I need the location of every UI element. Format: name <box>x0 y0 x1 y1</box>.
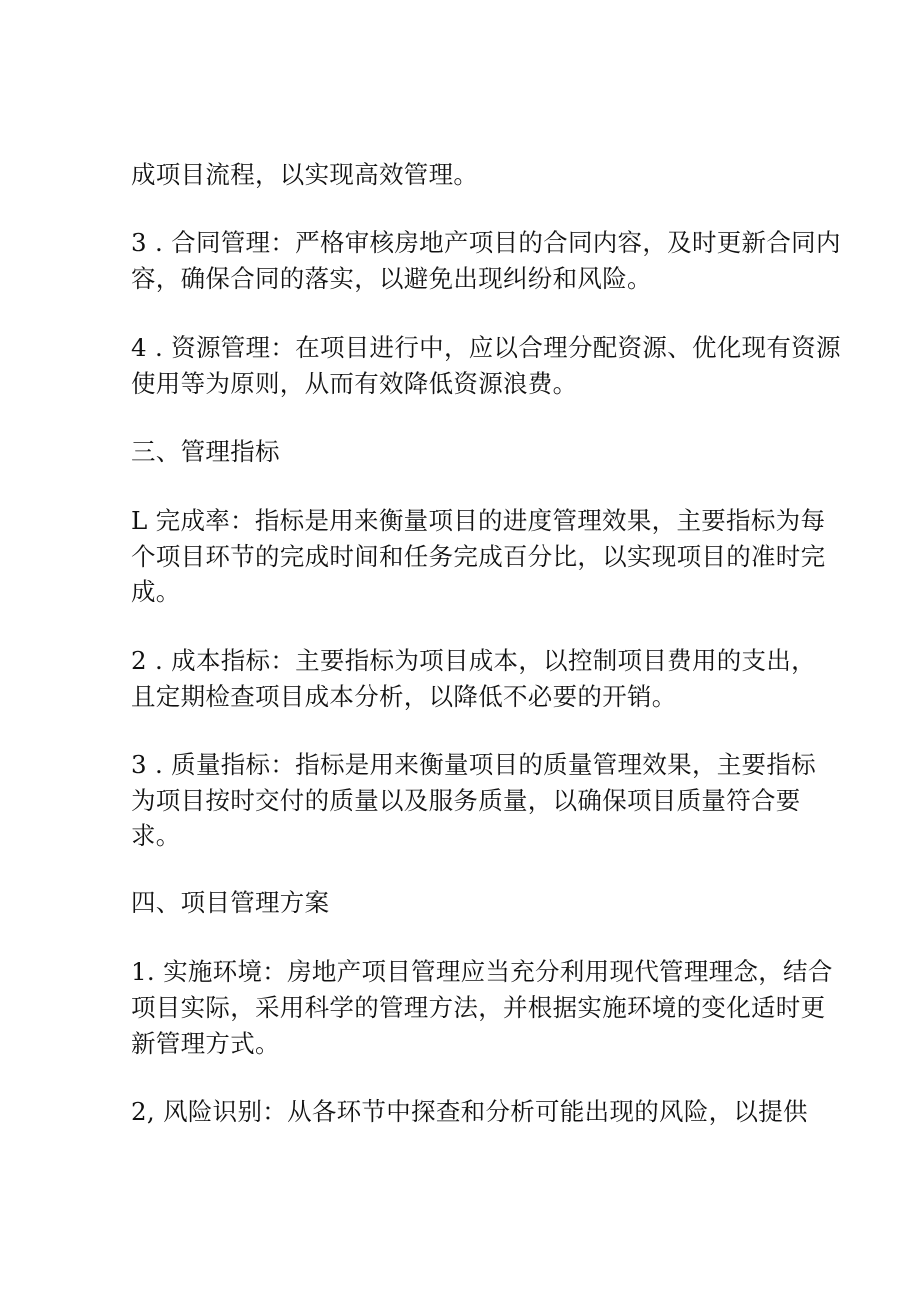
paragraph-line: 为项目按时交付的质量以及服务质量，以确保项目质量符合要 <box>131 786 801 815</box>
section-heading: 三、管理指标 <box>131 437 280 466</box>
paragraph-line: 2, 风险识别：从各环节中探查和分析可能出现的风险，以提供 <box>131 1097 808 1126</box>
paragraph-line: 新管理方式。 <box>131 1029 280 1058</box>
paragraph-line: 3 . 质量指标：指标是用来衡量项目的质量管理效果，主要指标 <box>131 750 816 779</box>
paragraph-line: 使用等为原则，从而有效降低资源浪费。 <box>131 369 578 398</box>
paragraph-line: L 完成率：指标是用来衡量项目的进度管理效果，主要指标为每 <box>131 506 826 535</box>
paragraph-line: 求。 <box>131 821 181 850</box>
paragraph-line: 成。 <box>131 577 181 606</box>
section-heading: 四、项目管理方案 <box>131 888 330 917</box>
paragraph-line: 4 . 资源管理：在项目进行中，应以合理分配资源、优化现有资源 <box>131 333 841 362</box>
paragraph-line: 且定期检查项目成本分析，以降低不必要的开销。 <box>131 682 677 711</box>
paragraph-line: 项目实际，采用科学的管理方法，并根据实施环境的变化适时更 <box>131 993 826 1022</box>
paragraph-line: 容，确保合同的落实，以避免出现纠纷和风险。 <box>131 264 652 293</box>
paragraph-line: 1. 实施环境：房地产项目管理应当充分利用现代管理理念，结合 <box>131 957 833 986</box>
paragraph-line: 2 . 成本指标：主要指标为项目成本，以控制项目费用的支出， <box>131 646 816 675</box>
paragraph-line: 3 . 合同管理：严格审核房地产项目的合同内容，及时更新合同内 <box>131 228 841 257</box>
paragraph-line: 成项目流程，以实现高效管理。 <box>131 160 479 189</box>
paragraph-line: 个项目环节的完成时间和任务完成百分比，以实现项目的准时完 <box>131 542 826 571</box>
